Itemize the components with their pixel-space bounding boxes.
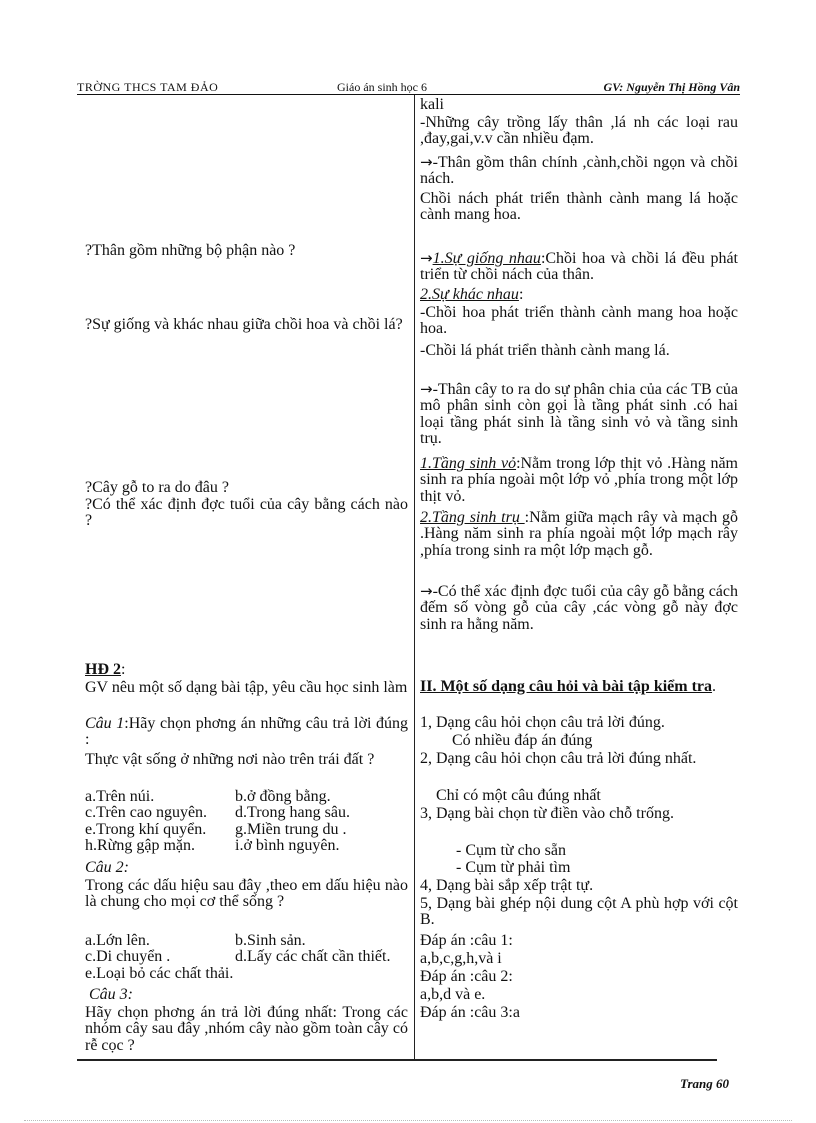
tree-age-answer <box>420 583 738 633</box>
school-name: TRỜNG THCS TAM ĐẢO <box>77 80 219 94</box>
type-1: 1, Dạng câu hỏi chọn câu trả lời đúng. <box>420 714 665 731</box>
option: i.ở bình nguyên. <box>235 837 340 855</box>
type-3: 3, Dạng bài chọn từ điền vào chỗ trống. <box>420 805 674 822</box>
similar-text: :Chồi hoa và chồi lá đều phát triển từ chồi nách của thân. <box>420 250 738 284</box>
type-2: 2, Dạng câu hỏi chọn câu trả lời đúng nhất. <box>420 750 697 767</box>
vascular-cambium <box>420 510 738 559</box>
cau2-label: Câu 2: <box>85 859 129 876</box>
option-row <box>85 933 408 949</box>
answer-2-label: Đáp án :câu 2: <box>420 968 513 985</box>
option: d.Lấy các chất cần thiết. <box>235 948 391 966</box>
similarity-answer <box>420 250 738 284</box>
option-row <box>85 949 408 965</box>
option: h.Rừng gập mặn. <box>85 837 195 855</box>
axil-bud-note: Chồi nách phát triển thành cành mang lá hoặc cành mang hoa. <box>420 190 738 224</box>
page-edge-dots <box>24 1120 792 1121</box>
teacher-name: GV: Nguyễn Thị Hồng Vân <box>603 80 740 94</box>
option: g.Miền trung du . <box>235 820 347 838</box>
page-number: Trang 60 <box>680 1076 729 1091</box>
gv-intro: GV nêu một số dạng bài tập, yêu cầu học sinh làm <box>85 679 408 696</box>
type-2-sub: Chỉ có một câu đúng nhất <box>436 787 601 804</box>
option: a.Trên núi. <box>85 788 155 805</box>
section-2-title: II. Một số dạng câu hỏi và bài tập kiểm tra <box>420 678 713 695</box>
question-wood-growth: ?Cây gỗ to ra do đâu ? <box>85 479 229 496</box>
option-row <box>85 838 408 854</box>
question-tree-age: ?Có thể xác định đợc tuổi của cây bằng cách nào ? <box>85 496 408 530</box>
vasc-text: :Nằm giữa mạch rây và mạch gỗ .Hàng năm sinh ra phía ngoài một lớp mạch rây ,phía trong sinh ra một lớp mạch gỗ. <box>420 509 739 559</box>
option: c.Trên cao nguyên. <box>85 804 208 822</box>
answer-3: Đáp án :câu 3:a <box>420 1004 520 1021</box>
kali-line: kali <box>420 96 444 113</box>
question-buds: ?Sự giống và khác nhau giữa chồi hoa và chồi lá? <box>85 316 403 333</box>
section-2-heading <box>420 679 738 695</box>
vasc-label: 2.Tầng sinh trụ <box>420 509 525 526</box>
arrow-icon: → <box>420 582 433 600</box>
answer-2: a,b,d và e. <box>420 986 486 1003</box>
answer-1-label: Đáp án :câu 1: <box>420 932 513 949</box>
cork-cambium <box>420 456 738 505</box>
option-row <box>85 789 408 805</box>
cau1-prompt <box>85 716 408 749</box>
stem-parts-answer <box>420 154 738 188</box>
cau2-options <box>85 933 408 982</box>
difference-heading <box>420 287 738 303</box>
section-2-dot: . <box>712 678 717 695</box>
option-row <box>85 822 408 838</box>
arrow-icon: → <box>420 249 433 267</box>
cork-text: :Nằm trong lớp thịt vỏ .Hàng năm sinh ra phía ngoài một lớp vỏ ,phía trong một lớp thịt vỏ. <box>420 455 738 505</box>
subject-title: Giáo án sinh học 6 <box>337 80 427 94</box>
hd2-title: HĐ 2 <box>85 661 121 678</box>
table-bottom-rule <box>77 1059 717 1061</box>
diff-label: 2.Sự khác nhau <box>420 286 519 303</box>
type-3-sub-2: - Cụm từ phải tìm <box>456 859 571 876</box>
type-1-sub: Có nhiều đáp án đúng <box>452 732 593 749</box>
option: b.ở đồng bằng. <box>235 788 331 805</box>
flower-bud-note: -Chồi hoa phát triển thành cành mang hoa hoặc hoa. <box>420 304 738 338</box>
stem-growth-answer <box>420 381 738 448</box>
cau1-label: Câu 1 <box>85 715 125 732</box>
stem-parts-text: -Thân gồm thân chính ,cành,chồi ngọn và chồi nách. <box>420 154 738 188</box>
type-5: 5, Dạng bài ghép nội dung cột A phù hợp với cột B. <box>420 895 738 929</box>
cork-label: 1.Tầng sinh vỏ <box>420 455 517 472</box>
cau3-label: Câu 3: <box>85 986 133 1003</box>
option: e.Loại bỏ các chất thải. <box>85 964 234 982</box>
option: a.Lớn lên. <box>85 932 150 949</box>
question-stem-parts: ?Thân gồm những bộ phận nào ? <box>85 242 296 259</box>
arrow-icon: → <box>420 153 433 171</box>
type-4: 4, Dạng bài sắp xếp trật tự. <box>420 877 594 894</box>
type-3-sub-1: - Cụm từ cho sẵn <box>456 842 566 859</box>
option: c.Di chuyển . <box>85 948 171 966</box>
leaf-bud-note: -Chồi lá phát triển thành cành mang lá. <box>420 342 670 359</box>
page-header <box>77 80 740 95</box>
arrow-icon: → <box>420 380 433 398</box>
option-row <box>85 805 408 821</box>
diff-colon: : <box>518 286 524 303</box>
stem-growth-text: -Thân cây to ra do sự phân chia của các TB của mô phân sinh còn gọi là tầng phát sinh .có hai loại tầng phát sinh là tầng sinh vỏ và tầng sinh trụ. <box>420 381 738 448</box>
option: e.Trong khí quyển. <box>85 820 207 838</box>
cau2-question: Trong các dấu hiệu sau đây ,theo em dấu hiệu nào là chung cho mọi cơ thể sống ? <box>85 877 408 911</box>
cau1-text: :Hãy chọn phơng án những câu trả lời đúng : <box>85 715 408 749</box>
column-divider <box>414 95 415 1059</box>
nitrogen-note: -Những cây trồng lấy thân ,lá nh các loại rau ,đay,gai,v.v cần nhiều đạm. <box>420 114 738 148</box>
cau1-question: Thực vật sống ở những nơi nào trên trái đất ? <box>85 751 375 768</box>
option: b.Sinh sản. <box>235 932 306 949</box>
hd2-colon: : <box>121 661 126 678</box>
tree-age-text: -Có thể xác định đợc tuổi của cây gỗ bằng cách đếm số vòng gỗ của cây ,các vòng gỗ này đợc sinh ra hằng năm. <box>420 583 738 633</box>
cau1-options <box>85 789 408 855</box>
hd2-heading <box>85 662 408 678</box>
cau3-text: Hãy chọn phơng án trả lời đúng nhất: Trong các nhóm cây sau đây ,nhóm cây nào gồm toàn cây có rễ cọc ? <box>85 1004 408 1054</box>
answer-1: a,b,c,g,h,và i <box>420 950 502 967</box>
similar-label: 1.Sự giống nhau <box>432 250 541 267</box>
option: d.Trong hang sâu. <box>235 804 350 822</box>
